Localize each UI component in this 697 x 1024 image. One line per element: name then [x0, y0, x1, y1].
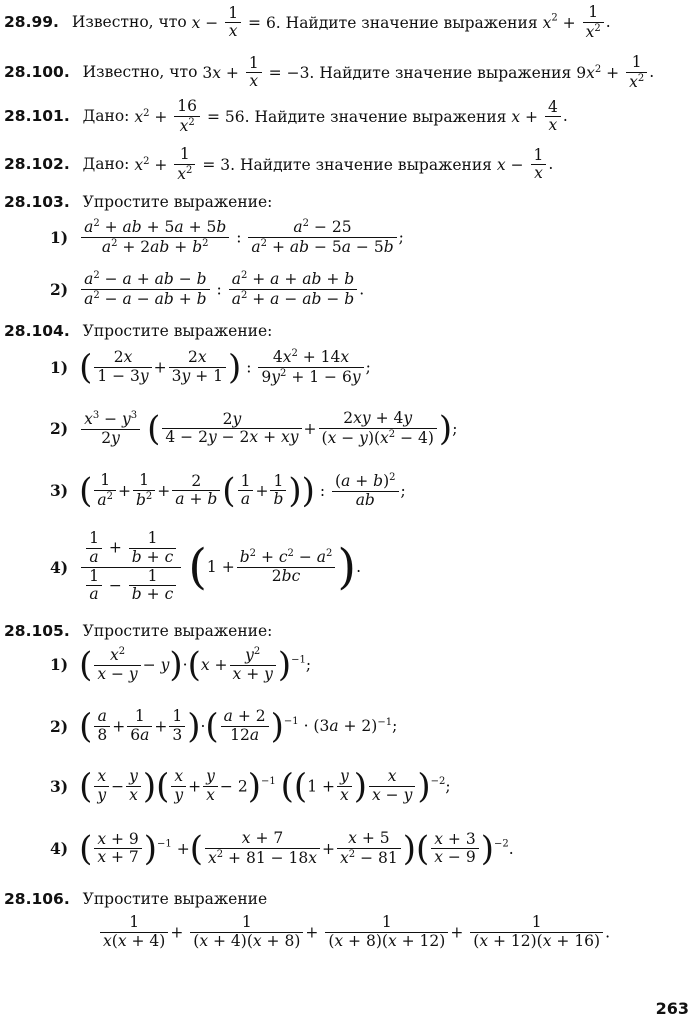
item-105-3: 3) ( $\frac{x}{y}$ − $\frac{y}{x}$ )( $\frac{x}{y}$ + $\frac{y}{x}$ − 2)$^{-1}$ ((1 + $\frac{y}{x}$ ) $\frac{x}{x - y}$ )$^{-2}$; — [50, 766, 451, 807]
item-103-1: 1) $\frac{a^2 + ab + 5a + 5b}{a^2 + 2ab + b^2}$ : $\frac{a^2 - 25}{a^2 + ab - 5a - 5b}$ ; — [50, 218, 404, 257]
item-106: $\frac{1}{x(x + 4)}$ + $\frac{1}{(x + 4)(x + 8)}$ + $\frac{1}{(x + 8)(x + 12)}$ + $\frac{1}{(x + 12)(x + 16)}$ . — [98, 914, 610, 951]
item-104-3: 3) ( $\frac{1}{a^2}$ + $\frac{1}{b^2}$ + $\frac{2}{a + b}$ ( $\frac{1}{a}$ + $\frac{1}{b}$ )) : $\frac{(a + b)^2}{ab}$ ; — [50, 470, 406, 511]
problem-28-106 — [4, 890, 267, 908]
problem-28-101: 28.101. Дано: $x^2$ + $\frac{16}{x^2}$ = 56. Найдите значение выражения x + $\frac{4}{x}$ . — [4, 97, 568, 135]
problem-text-2: Найдите значение выражения — [319, 63, 572, 82]
problem-text: Упростите выражение: — [82, 322, 273, 340]
problem-text: Упростите выражение — [82, 890, 268, 908]
item-105-1: 1) ( $\frac{x^2}{x - y}$ − y)·(x + $\frac{y^2}{x + y}$ )$^{-1}$; — [50, 644, 312, 685]
problem-text-2: Найдите значение выражения — [254, 107, 507, 126]
item-103-2: 2) $\frac{a^2 - a + ab - b}{a^2 - a - ab + b}$ : $\frac{a^2 + a + ab + b}{a^2 + a - ab - b}$ . — [50, 270, 365, 309]
problem-28-100: 28.100. Известно, что 3x + $\frac{1}{x}$ = −3. Найдите значение выражения $9x^2$ + $\frac{1}{x^2}$ . — [4, 53, 655, 91]
problem-number: 28.101. — [4, 106, 70, 125]
problem-number: 28.106. — [4, 890, 70, 908]
problem-text: Дано: — [82, 154, 130, 173]
item-105-4: 4) ( $\frac{x + 9}{x + 7}$ )$^{-1}$ +( $\frac{x + 7}{x^2 + 81 - 18x}$ + $\frac{x + 5}{x^2 - 81}$ )( $\frac{x + 3}{x - 9}$ )$^{-2}$. — [50, 828, 514, 869]
problem-number: 28.103. — [4, 193, 70, 211]
problem-28-103 — [4, 193, 272, 211]
item-104-1: 1) ( $\frac{2x}{1 - 3y}$ + $\frac{2x}{3y + 1}$ ) : $\frac{4x^2 + 14x}{9y^2 + 1 - 6y}$ ; — [50, 347, 371, 388]
problem-28-104 — [4, 322, 272, 340]
problem-number: 28.102. — [4, 154, 70, 173]
problem-number: 28.99. — [4, 12, 59, 31]
problem-text: Дано: — [82, 106, 130, 125]
page-number: 263 — [655, 999, 689, 1018]
problem-text-2: Найдите значение выражения — [285, 13, 538, 32]
item-105-2: 2) ( $\frac{a}{8}$ + $\frac{1}{6a}$ + $\frac{1}{3}$ )·( $\frac{a + 2}{12a}$ )$^{-1} \cdot (3a + 2)^{-1}$; — [50, 706, 398, 747]
problem-text: Известно, что — [82, 62, 198, 81]
item-104-4: 4) $\frac{1}{a}$ + $\frac{1}{b + c}$ $\frac{1}{a}$ − $\frac{1}{b + c}$ (1 + $\frac{b^2 + c^2 - a^2}{2bc}$ ). — [50, 529, 362, 604]
problem-28-102: 28.102. Дано: $x^2$ + $\frac{1}{x^2}$ = 3. Найдите значение выражения x − $\frac{1}{x}$ . — [4, 145, 554, 183]
problem-number: 28.100. — [4, 62, 70, 81]
problem-28-99: 28.99. Известно, что x − $\frac{1}{x}$ = 6. Найдите значение выражения $x^2$ + $\frac{1}{x^2}$ . — [4, 3, 611, 41]
problem-text: Известно, что — [71, 12, 187, 31]
item-104-2: 2) $\frac{x^3 - y^3}{2y}$ ( $\frac{2y}{4 - 2y - 2x + xy}$ + $\frac{2xy + 4y}{(x - y)(x^2 - 4)}$ ); — [50, 408, 458, 449]
problem-text-2: Найдите значение выражения — [240, 155, 492, 174]
problem-text: Упростите выражение: — [82, 622, 273, 640]
problem-text: Упростите выражение: — [82, 193, 273, 211]
problem-28-105 — [4, 622, 272, 640]
problem-number: 28.104. — [4, 322, 70, 340]
problem-number: 28.105. — [4, 622, 70, 640]
